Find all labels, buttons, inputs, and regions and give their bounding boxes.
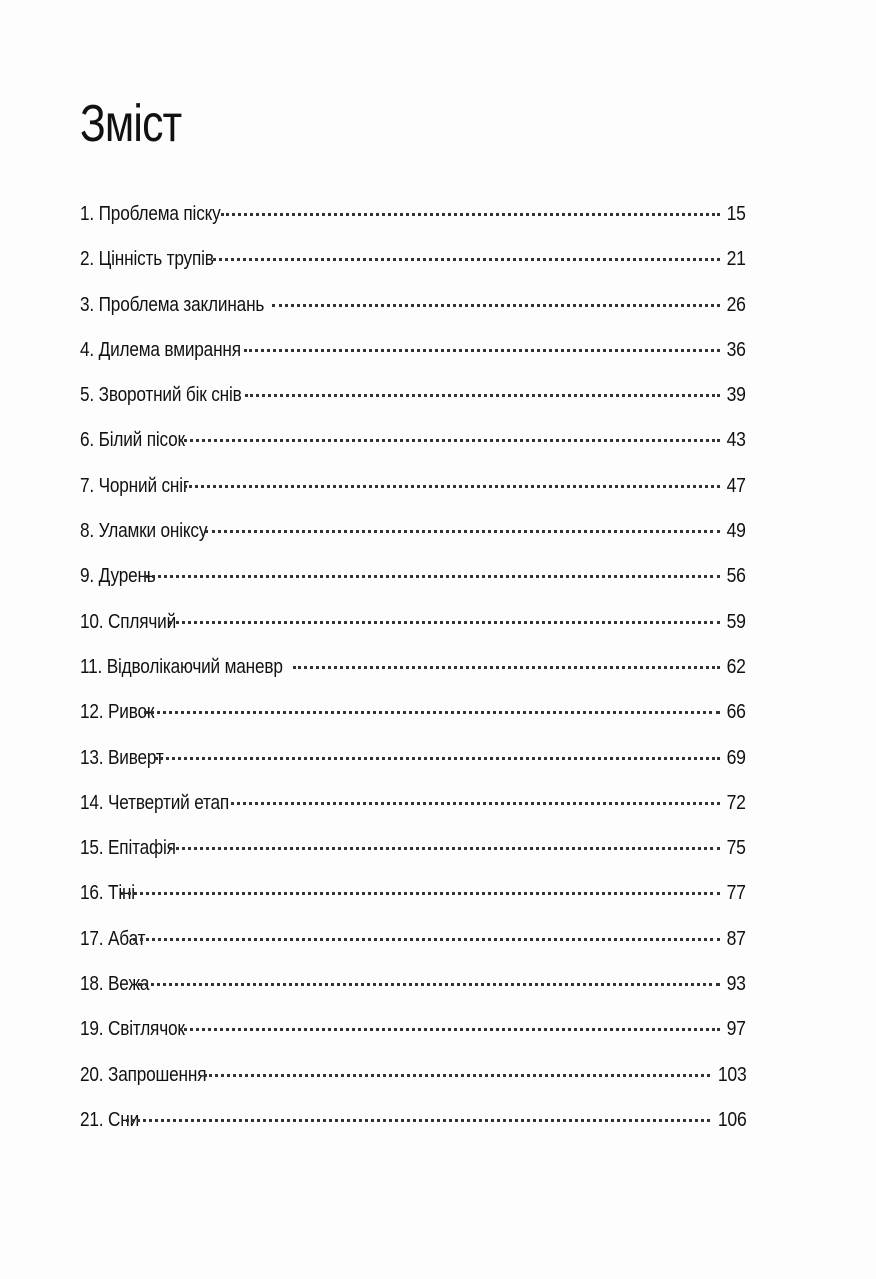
toc-entry [80,1053,746,1098]
dot-leader [155,737,721,760]
toc-entry-title: 20. Запрошення [80,1063,207,1086]
toc-entry [80,1007,746,1052]
toc-entry-page: 43 [726,429,746,452]
toc-entry-page: 26 [726,293,746,316]
toc-entry-title: 15. Епітафія [80,837,176,860]
toc-entry [80,192,746,237]
toc-entry-page: 106 [717,1108,746,1131]
toc-entry [80,373,746,418]
dot-leader [145,555,720,578]
dot-leader [244,329,720,352]
dot-leader [221,193,720,216]
toc-entry-title: 13. Виверт [80,746,164,769]
toc-entry-title: 12. Ривок [80,701,155,724]
toc-entry [80,690,746,735]
toc-entry-title: 10. Сплячий [80,610,177,633]
toc-entry [80,871,746,916]
table-of-contents [80,192,746,1143]
dot-leader [204,1054,709,1077]
toc-entry-title: 18. Вежа [80,973,150,996]
toc-entry-title: 2. Цінність трупів [80,248,214,271]
toc-entry-title: 16. Тіні [80,882,135,905]
toc-entry-title: 4. Дилема вмирання [80,338,241,361]
dot-leader [245,374,720,397]
toc-entry-page: 72 [726,791,746,814]
toc-entry-title: 5. Зворотний бік снів [80,384,242,407]
toc-entry [80,328,746,373]
toc-entry-page: 66 [726,701,746,724]
dot-leader [179,419,720,442]
toc-entry-page: 59 [726,610,746,633]
dot-leader [231,782,721,805]
toc-entry-page: 87 [726,927,746,950]
dot-leader [272,284,721,307]
toc-entry-page: 103 [717,1063,746,1086]
toc-entry-page: 39 [726,384,746,407]
dot-leader [293,646,720,669]
toc-entry-page: 77 [726,882,746,905]
toc-entry [80,237,746,282]
toc-entry-title: 17. Абат [80,927,146,950]
dot-leader [213,238,720,261]
toc-entry [80,464,746,509]
toc-entry [80,600,746,645]
toc-entry [80,1098,746,1143]
toc-entry-page: 97 [726,1018,746,1041]
dot-leader [133,918,720,941]
toc-entry-title: 9. Дурень [80,565,156,588]
toc-entry-title: 3. Проблема заклинань [80,293,265,316]
toc-entry-page: 56 [726,565,746,588]
toc-entry [80,418,746,463]
toc-entry [80,645,746,690]
toc-entry-title: 11. Відволікаючий маневр [80,655,283,678]
toc-entry [80,509,746,554]
dot-leader [205,510,720,533]
toc-entry-page: 62 [726,655,746,678]
dot-leader [169,827,721,850]
dot-leader [169,601,720,624]
toc-entry [80,826,746,871]
toc-entry-title: 14. Четвертий етап [80,791,230,814]
toc-entry [80,554,746,599]
toc-entry-page: 15 [726,203,746,225]
toc-entry-page: 69 [726,746,746,769]
toc-entry [80,781,746,826]
toc-entry-title: 6. Білий пісок [80,429,185,452]
toc-entry-page: 47 [726,474,746,497]
dot-leader [138,963,720,986]
toc-entry-title: 21. Сни [80,1108,140,1131]
toc-entry-page: 49 [726,520,746,543]
dot-leader [126,1099,710,1122]
toc-entry [80,962,746,1007]
page-title: Зміст [80,95,182,153]
toc-entry [80,283,746,328]
dot-leader [144,691,721,714]
toc-entry-page: 93 [726,973,746,996]
toc-entry-title: 1. Проблема піску [80,203,221,225]
toc-entry-title: 19. Світлячок [80,1018,185,1041]
toc-entry-page: 75 [726,837,746,860]
dot-leader [184,465,720,488]
dot-leader [179,1008,720,1031]
toc-entry-page: 21 [726,248,746,271]
toc-entry-title: 7. Чорний сніг [80,474,190,497]
toc-entry [80,917,746,962]
toc-entry [80,736,746,781]
toc-entry-page: 36 [726,338,746,361]
toc-entry-title: 8. Уламки оніксу [80,520,208,543]
dot-leader [121,872,720,895]
